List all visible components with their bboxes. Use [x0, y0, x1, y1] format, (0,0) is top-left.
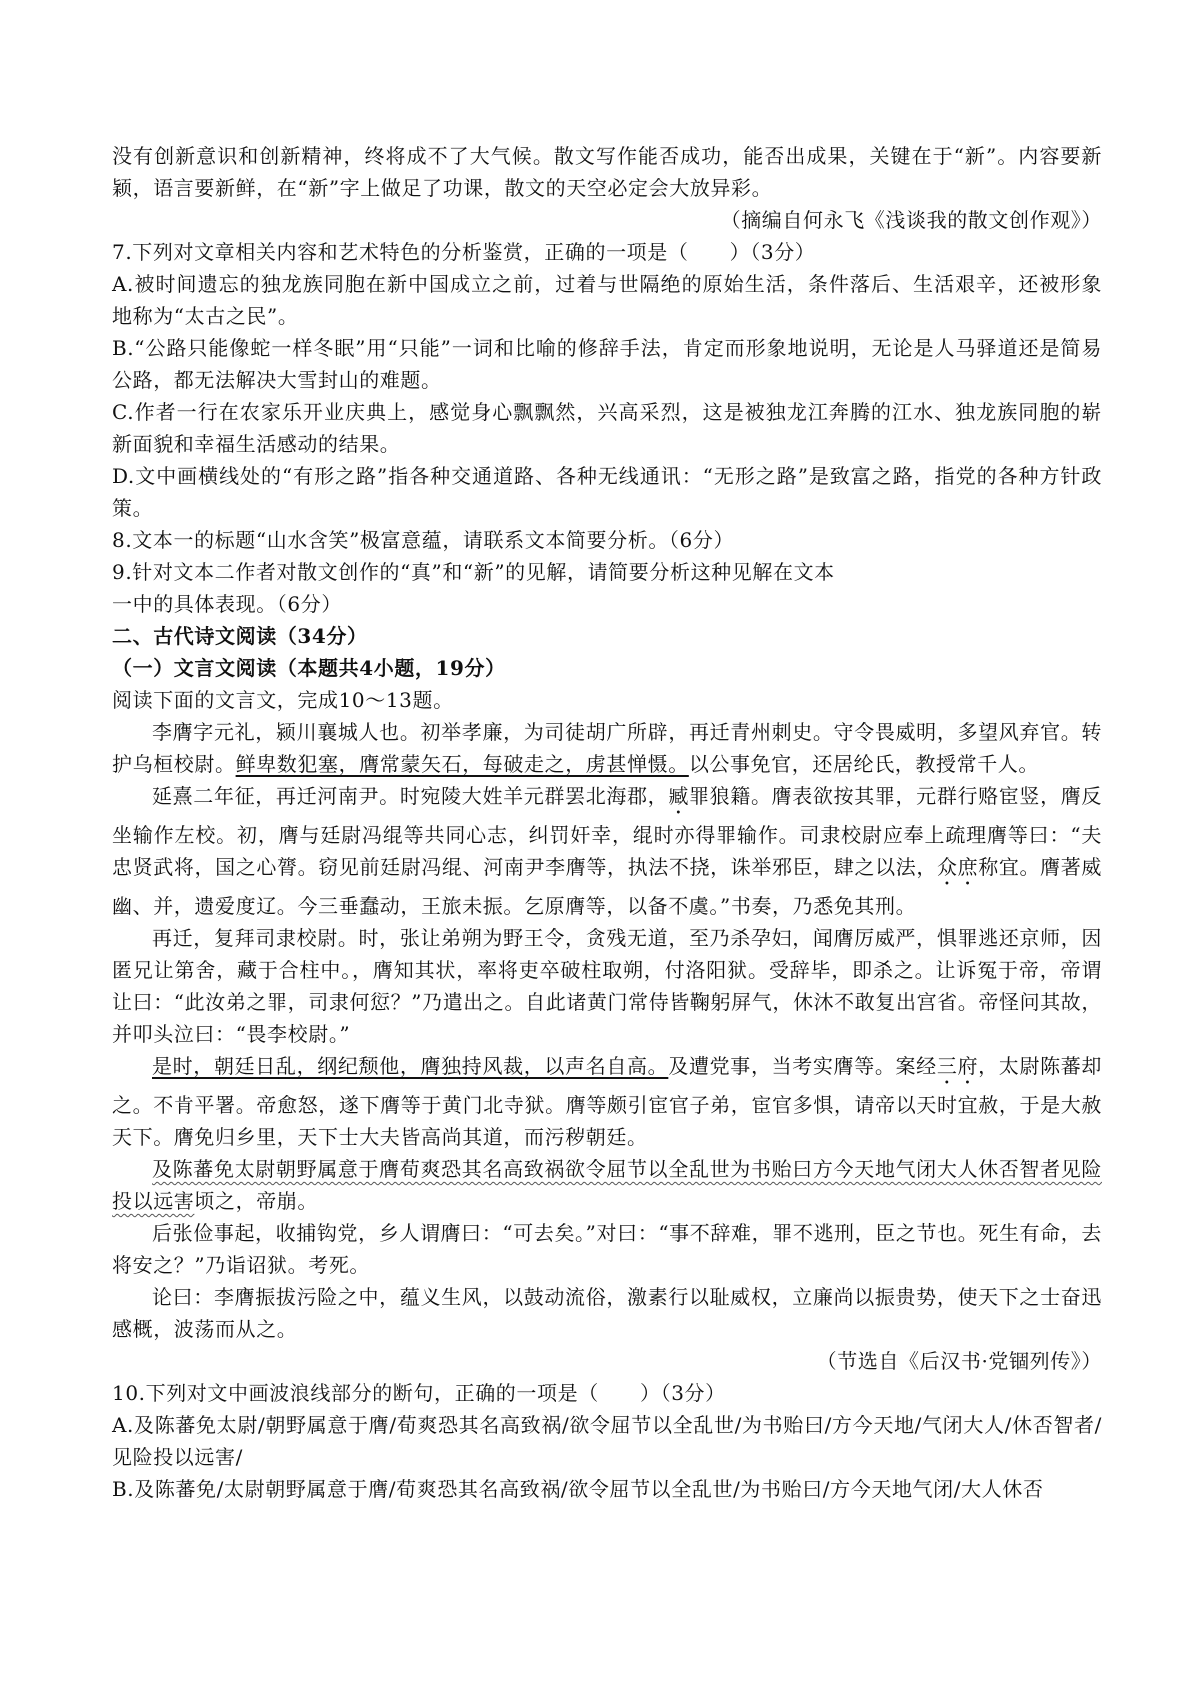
question-10-option-b: B.及陈蕃免/太尉朝野属意于膺/荀爽恐其名高致祸/欲令屈节以全乱世/为书贻曰/方今天地气闭/大人休否 — [112, 1477, 1044, 1501]
question-7-option-b: B.“公路只能像蛇一样冬眠”用“只能”一词和比喻的修辞手法，肯定而形象地说明，无论是人马驿道还是简易公路，都无法解决大雪封山的难题。 — [112, 336, 1102, 392]
underlined-sentence: 鲜卑数犯塞，膺常蒙矢石，每破走之，虏甚惮慑。 — [235, 752, 689, 776]
classical-source: （节选自《后汉书·党锢列传》） — [816, 1349, 1102, 1373]
question-7-option-d: D.文中画横线处的“有形之路”指各种交通道路、各种无线通讯：“无形之路”是致富之路，指党的各种方针政策。 — [112, 464, 1102, 520]
classical-paragraph-3: 再迁，复拜司隶校尉。时，张让弟朔为野王令，贪残无道，至乃杀孕妇，闻膺厉威严，惧罪逃还京师，因匿兄让第舍，藏于合柱中。，膺知其状，率将吏卒破柱取朔，付洛阳狱。受辞毕，即杀之。让诉冤于帝，帝谓让曰：“此汝弟之罪，司隶何愆？”乃遣出之。自此诸黄门常侍皆鞠躬屏气，休沐不敢复出宫省。帝怪问其故，并叩头泣曰：“畏李校尉。” — [112, 926, 1102, 1046]
classical-paragraph-4: 是时，朝廷日乱，纲纪颓他，膺独持风裁，以声名自高。及遭党事，当考实膺等。案经三府，太尉陈蕃却之。不肯平署。帝愈怒，遂下膺等于黄门北寺狱。膺等颇引宦官子弟，宦官多惧，请帝以天时宜赦，于是大赦天下。膺免归乡里，天下士大夫皆高尚其道，而污秽朝廷。 — [112, 1054, 1103, 1149]
section-2-title: 二、古代诗文阅读（34分） — [112, 624, 368, 648]
question-9-line-1: 9.针对文本二作者对散文创作的“真”和“新”的见解，请简要分析这种见解在文本 — [112, 560, 835, 584]
dotted-word: 臧 — [668, 784, 689, 808]
question-7-option-c: C.作者一行在农家乐开业庆典上，感觉身心飘飘然，兴高采烈，这是被独龙江奔腾的江水、独龙族同胞的崭新面貌和幸福生活感动的结果。 — [112, 400, 1102, 456]
question-7-stem: 7.下列对文章相关内容和艺术特色的分析鉴赏，正确的一项是（ ）（3分） — [112, 240, 816, 264]
underlined-sentence: 是时，朝廷日乱，纲纪颓他，膺独持风裁，以声名自高。 — [152, 1054, 669, 1078]
exam-page — [112, 140, 1102, 1505]
dotted-word: 三府 — [936, 1054, 979, 1078]
classical-paragraph-1: 李膺字元礼，颍川襄城人也。初举孝廉，为司徒胡广所辟，再迁青州刺史。守令畏威明，多望风弃官。转护乌桓校尉。鲜卑数犯塞，膺常蒙矢石，每破走之，虏甚惮慑。以公事免官，还居纶氏，教授常千人。 — [112, 720, 1102, 776]
question-7-option-a: A.被时间遗忘的独龙族同胞在新中国成立之前，过着与世隔绝的原始生活，条件落后、生活艰辛，还被形象地称为“太古之民”。 — [112, 272, 1102, 328]
wavy-underlined-passage: 及陈蕃免太尉朝野属意于膺荀爽恐其名高致祸欲令屈节以全乱世为书贻曰方今天地气闭大人休否智者见险投以远害 — [112, 1157, 1102, 1213]
dotted-word: 众庶 — [937, 855, 979, 879]
passage-source: （摘编自何永飞《浅谈我的散文创作观》） — [720, 208, 1102, 232]
question-9-line-2: 一中的具体表现。（6分） — [112, 592, 342, 616]
classical-paragraph-6: 后张俭事起，收捕钩党，乡人谓膺曰：“可去矣。”对曰：“事不辞难，罪不逃刑，臣之节也。死生有命，去将安之？”乃诣诏狱。考死。 — [112, 1221, 1102, 1277]
classical-paragraph-7: 论曰：李膺振拔污险之中，蕴义生风，以鼓动流俗，激素行以耻威权，立廉尚以振贵势，使天下之士奋迅感概，波荡而从之。 — [112, 1285, 1102, 1341]
classical-paragraph-2: 延熹二年征，再迁河南尹。时宛陵大姓羊元群罢北海郡，臧罪狼籍。膺表欲按其罪，元群行赂宦竖，膺反坐输作左校。初，膺与廷尉冯绲等共同心志，纠罚奸幸，绲时亦得罪输作。司隶校尉应奉上疏理膺等曰：“夫忠贤武将，国之心膂。窃见前廷尉冯绲、河南尹李膺等，执法不挠，诛举邪臣，肆之以法，众庶称宜。膺著威幽、并，遗爱度辽。今三垂蠢动，王旅未振。乞原膺等，以备不虞。”书奏，乃悉免其刑。 — [112, 784, 1103, 918]
question-10-stem: 10.下列对文中画波浪线部分的断句，正确的一项是（ ）（3分） — [112, 1381, 726, 1405]
classical-paragraph-5: 及陈蕃免太尉朝野属意于膺荀爽恐其名高致祸欲令屈节以全乱世为书贻曰方今天地气闭大人休否智者见险投以远害顷之，帝崩。 — [112, 1157, 1102, 1213]
question-8: 8.文本一的标题“山水含笑”极富意蕴，请联系文本简要分析。（6分） — [112, 528, 735, 552]
question-10-option-a: A.及陈蕃免太尉/朝野属意于膺/荀爽恐其名高致祸/欲令屈节以全乱世/为书贻曰/方今天地/气闭大人/休否智者/见险投以远害/ — [112, 1413, 1102, 1469]
section-2-instruction: 阅读下面的文言文，完成10～13题。 — [112, 688, 454, 712]
passage-paragraph: 没有创新意识和创新精神，终将成不了大气候。散文写作能否成功，能否出成果，关键在于“新”。内容要新颖，语言要新鲜，在“新”字上做足了功课，散文的天空必定会大放异彩。 — [112, 144, 1102, 200]
section-2-subtitle: （一）文言文阅读（本题共4小题，19分） — [112, 656, 506, 680]
